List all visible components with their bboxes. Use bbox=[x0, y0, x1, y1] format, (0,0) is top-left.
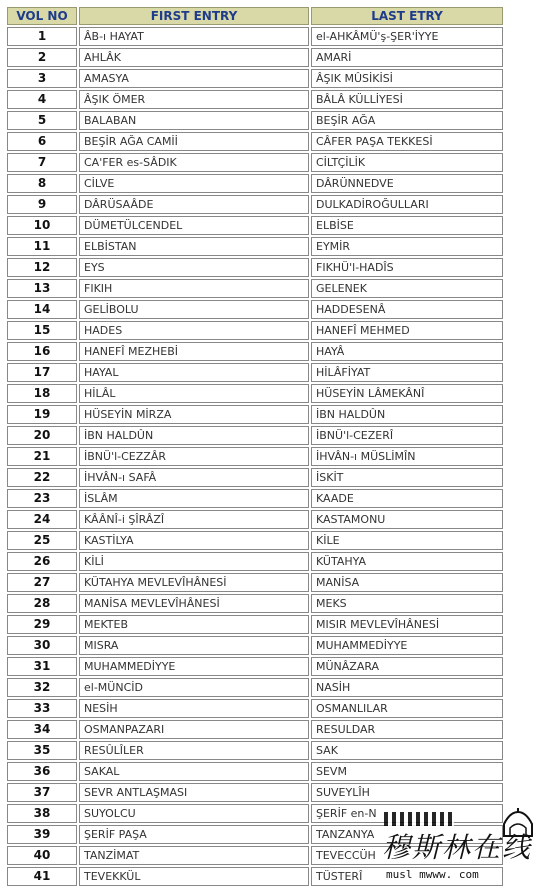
last-entry-cell: GELENEK bbox=[311, 279, 503, 298]
table-row bbox=[7, 216, 503, 235]
last-entry-cell: HAYÂ bbox=[311, 342, 503, 361]
first-entry-cell: İHVÂN-ı SAFÂ bbox=[79, 468, 309, 487]
first-entry-cell: OSMANPAZARI bbox=[79, 720, 309, 739]
first-entry-cell: DÂRÜSAÂDE bbox=[79, 195, 309, 214]
last-entry-cell: MÜNÂZARA bbox=[311, 657, 503, 676]
table-row bbox=[7, 594, 503, 613]
last-entry-cell: HİLÂFİYAT bbox=[311, 363, 503, 382]
vol-number-cell: 8 bbox=[7, 174, 77, 193]
table-row bbox=[7, 510, 503, 529]
table-row bbox=[7, 132, 503, 151]
vol-number-cell: 15 bbox=[7, 321, 77, 340]
table-row bbox=[7, 300, 503, 319]
first-entry-cell: ELBİSTAN bbox=[79, 237, 309, 256]
first-entry-cell: HİLÂL bbox=[79, 384, 309, 403]
vol-number-cell: 24 bbox=[7, 510, 77, 529]
table-row bbox=[7, 615, 503, 634]
vol-number-cell: 6 bbox=[7, 132, 77, 151]
first-entry-cell: KASTİLYA bbox=[79, 531, 309, 550]
first-entry-cell: RESÛLÎLER bbox=[79, 741, 309, 760]
table-row bbox=[7, 741, 503, 760]
last-entry-cell: DULKADİROĞULLARI bbox=[311, 195, 503, 214]
first-entry-cell: BALABAN bbox=[79, 111, 309, 130]
first-entry-cell: SEVR ANTLAŞMASI bbox=[79, 783, 309, 802]
last-entry-cell: MUHAMMEDİYYE bbox=[311, 636, 503, 655]
table-row bbox=[7, 363, 503, 382]
last-entry-cell: İHVÂN-ı MÜSLİMÎN bbox=[311, 447, 503, 466]
first-entry-cell: ÂB-ı HAYAT bbox=[79, 27, 309, 46]
last-entry-cell: HANEFÎ MEHMED bbox=[311, 321, 503, 340]
last-entry-cell: ÂŞIK MÛSİKİSİ bbox=[311, 69, 503, 88]
first-entry-cell: İBN HALDÛN bbox=[79, 426, 309, 445]
first-entry-cell: FIKIH bbox=[79, 279, 309, 298]
last-entry-cell: TANZANYA bbox=[311, 825, 503, 844]
last-entry-cell: HÜSEYİN LÂMEKÂNÎ bbox=[311, 384, 503, 403]
vol-number-cell: 23 bbox=[7, 489, 77, 508]
vol-number-cell: 35 bbox=[7, 741, 77, 760]
table-row bbox=[7, 783, 503, 802]
table-row bbox=[7, 69, 503, 88]
table-row bbox=[7, 846, 503, 865]
table-row bbox=[7, 825, 503, 844]
first-entry-cell: TEVEKKÜL bbox=[79, 867, 309, 886]
vol-number-cell: 22 bbox=[7, 468, 77, 487]
vol-number-cell: 21 bbox=[7, 447, 77, 466]
last-entry-cell: el-AHKÂMÜ'ş-ŞER'İYYE bbox=[311, 27, 503, 46]
first-entry-cell: HAYAL bbox=[79, 363, 309, 382]
vol-number-cell: 25 bbox=[7, 531, 77, 550]
first-entry-cell: HADES bbox=[79, 321, 309, 340]
table-row bbox=[7, 90, 503, 109]
last-entry-cell: ŞERİF en-N bbox=[311, 804, 503, 823]
first-entry-cell: İSLÂM bbox=[79, 489, 309, 508]
last-entry-cell: CÂFER PAŞA TEKKESİ bbox=[311, 132, 503, 151]
first-entry-cell: el-MÜNCİD bbox=[79, 678, 309, 697]
vol-number-cell: 20 bbox=[7, 426, 77, 445]
table-row bbox=[7, 174, 503, 193]
vol-number-cell: 17 bbox=[7, 363, 77, 382]
vol-number-cell: 34 bbox=[7, 720, 77, 739]
vol-number-cell: 18 bbox=[7, 384, 77, 403]
vol-number-cell: 9 bbox=[7, 195, 77, 214]
table-row bbox=[7, 552, 503, 571]
first-entry-cell: ŞERİF PAŞA bbox=[79, 825, 309, 844]
last-entry-cell: TÜSTERÎ bbox=[311, 867, 503, 886]
table-row bbox=[7, 720, 503, 739]
vol-number-cell: 4 bbox=[7, 90, 77, 109]
vol-number-cell: 30 bbox=[7, 636, 77, 655]
last-entry-cell: SUVEYLÎH bbox=[311, 783, 503, 802]
first-entry-cell: CA'FER es-SÂDIK bbox=[79, 153, 309, 172]
vol-number-cell: 3 bbox=[7, 69, 77, 88]
vol-number-cell: 16 bbox=[7, 342, 77, 361]
last-entry-cell: İBNÜ'l-CEZERÎ bbox=[311, 426, 503, 445]
first-entry-cell: GELİBOLU bbox=[79, 300, 309, 319]
table-row bbox=[7, 804, 503, 823]
volumes-table bbox=[5, 5, 505, 888]
table-row bbox=[7, 678, 503, 697]
first-entry-cell: EYS bbox=[79, 258, 309, 277]
table-row bbox=[7, 573, 503, 592]
vol-no-header: VOL NO bbox=[7, 7, 77, 25]
vol-number-cell: 7 bbox=[7, 153, 77, 172]
vol-number-cell: 14 bbox=[7, 300, 77, 319]
table-row bbox=[7, 636, 503, 655]
first-entry-cell: BEŞİR AĞA CAMİİ bbox=[79, 132, 309, 151]
first-entry-cell: SUYOLCU bbox=[79, 804, 309, 823]
last-entry-cell: BÂLÂ KÜLLİYESİ bbox=[311, 90, 503, 109]
last-entry-cell: ELBİSE bbox=[311, 216, 503, 235]
table-row bbox=[7, 447, 503, 466]
table-row bbox=[7, 699, 503, 718]
last-entry-cell: SEVM bbox=[311, 762, 503, 781]
vol-number-cell: 5 bbox=[7, 111, 77, 130]
first-entry-cell: AHLÂK bbox=[79, 48, 309, 67]
table-row bbox=[7, 426, 503, 445]
last-entry-cell: MANİSA bbox=[311, 573, 503, 592]
vol-number-cell: 1 bbox=[7, 27, 77, 46]
last-entry-cell: NASİH bbox=[311, 678, 503, 697]
watermark-url: musl mwww. com bbox=[386, 868, 479, 881]
watermark-text: 穆斯林在线 bbox=[382, 831, 533, 864]
table-row bbox=[7, 27, 503, 46]
table-row bbox=[7, 153, 503, 172]
first-entry-cell: MISRA bbox=[79, 636, 309, 655]
last-entry-cell: MISIR MEVLEVÎHÂNESİ bbox=[311, 615, 503, 634]
last-entry-cell: KASTAMONU bbox=[311, 510, 503, 529]
first-entry-cell: DÜMETÜLCENDEL bbox=[79, 216, 309, 235]
table-row bbox=[7, 48, 503, 67]
table-row bbox=[7, 321, 503, 340]
first-entry-cell: AMASYA bbox=[79, 69, 309, 88]
table-row bbox=[7, 342, 503, 361]
vol-number-cell: 26 bbox=[7, 552, 77, 571]
vol-number-cell: 40 bbox=[7, 846, 77, 865]
first-entry-cell: İBNÜ'l-CEZZÂR bbox=[79, 447, 309, 466]
last-entry-cell: HADDESENÂ bbox=[311, 300, 503, 319]
vol-number-cell: 38 bbox=[7, 804, 77, 823]
first-entry-cell: KÜTAHYA MEVLEVÎHÂNESİ bbox=[79, 573, 309, 592]
table-row bbox=[7, 762, 503, 781]
last-entry-cell: KÜTAHYA bbox=[311, 552, 503, 571]
table-row bbox=[7, 237, 503, 256]
vol-number-cell: 19 bbox=[7, 405, 77, 424]
vol-number-cell: 36 bbox=[7, 762, 77, 781]
table-row bbox=[7, 111, 503, 130]
vol-number-cell: 39 bbox=[7, 825, 77, 844]
last-entry-cell: CİLTÇİLİK bbox=[311, 153, 503, 172]
first-entry-cell: KİLİ bbox=[79, 552, 309, 571]
last-entry-cell: EYMİR bbox=[311, 237, 503, 256]
first-entry-cell: TANZİMAT bbox=[79, 846, 309, 865]
last-entry-header: LAST ETRY bbox=[311, 7, 503, 25]
first-entry-cell: MUHAMMEDİYYE bbox=[79, 657, 309, 676]
table-row bbox=[7, 405, 503, 424]
table-row bbox=[7, 384, 503, 403]
vol-number-cell: 2 bbox=[7, 48, 77, 67]
table-row bbox=[7, 531, 503, 550]
first-entry-cell: NESİH bbox=[79, 699, 309, 718]
last-entry-cell: MEKS bbox=[311, 594, 503, 613]
first-entry-cell: ÂŞIK ÖMER bbox=[79, 90, 309, 109]
table-row bbox=[7, 489, 503, 508]
table-row bbox=[7, 258, 503, 277]
first-entry-cell: HÜSEYİN MİRZA bbox=[79, 405, 309, 424]
table-body bbox=[7, 27, 503, 886]
header-row bbox=[7, 7, 503, 25]
first-entry-cell: CİLVE bbox=[79, 174, 309, 193]
first-entry-header: FIRST ENTRY bbox=[79, 7, 309, 25]
last-entry-cell: DÂRÜNNEDVE bbox=[311, 174, 503, 193]
mosque-logo-icon bbox=[500, 808, 536, 838]
vol-number-cell: 29 bbox=[7, 615, 77, 634]
table-row bbox=[7, 195, 503, 214]
first-entry-cell: KÂÂNÎ-i ŞÎRÂZÎ bbox=[79, 510, 309, 529]
table-row bbox=[7, 867, 503, 886]
vol-number-cell: 32 bbox=[7, 678, 77, 697]
first-entry-cell: SAKAL bbox=[79, 762, 309, 781]
last-entry-cell: BEŞİR AĞA bbox=[311, 111, 503, 130]
vol-number-cell: 13 bbox=[7, 279, 77, 298]
last-entry-cell: İSKİT bbox=[311, 468, 503, 487]
table-row bbox=[7, 657, 503, 676]
last-entry-cell: AMARİ bbox=[311, 48, 503, 67]
vol-number-cell: 12 bbox=[7, 258, 77, 277]
vol-number-cell: 27 bbox=[7, 573, 77, 592]
first-entry-cell: MEKTEB bbox=[79, 615, 309, 634]
last-entry-cell: İBN HALDÛN bbox=[311, 405, 503, 424]
vol-number-cell: 10 bbox=[7, 216, 77, 235]
vol-number-cell: 11 bbox=[7, 237, 77, 256]
last-entry-cell: KİLE bbox=[311, 531, 503, 550]
last-entry-cell: TEVECCÜH bbox=[311, 846, 503, 865]
last-entry-cell: SAK bbox=[311, 741, 503, 760]
table-row bbox=[7, 468, 503, 487]
vol-number-cell: 33 bbox=[7, 699, 77, 718]
last-entry-cell: RESULDAR bbox=[311, 720, 503, 739]
first-entry-cell: HANEFÎ MEZHEBİ bbox=[79, 342, 309, 361]
last-entry-cell: FIKHÜ'l-HADÎS bbox=[311, 258, 503, 277]
vol-number-cell: 31 bbox=[7, 657, 77, 676]
first-entry-cell: MANİSA MEVLEVÎHÂNESİ bbox=[79, 594, 309, 613]
last-entry-cell: OSMANLILAR bbox=[311, 699, 503, 718]
vol-number-cell: 28 bbox=[7, 594, 77, 613]
vol-number-cell: 41 bbox=[7, 867, 77, 886]
last-entry-cell: KAADE bbox=[311, 489, 503, 508]
vol-number-cell: 37 bbox=[7, 783, 77, 802]
table-row bbox=[7, 279, 503, 298]
